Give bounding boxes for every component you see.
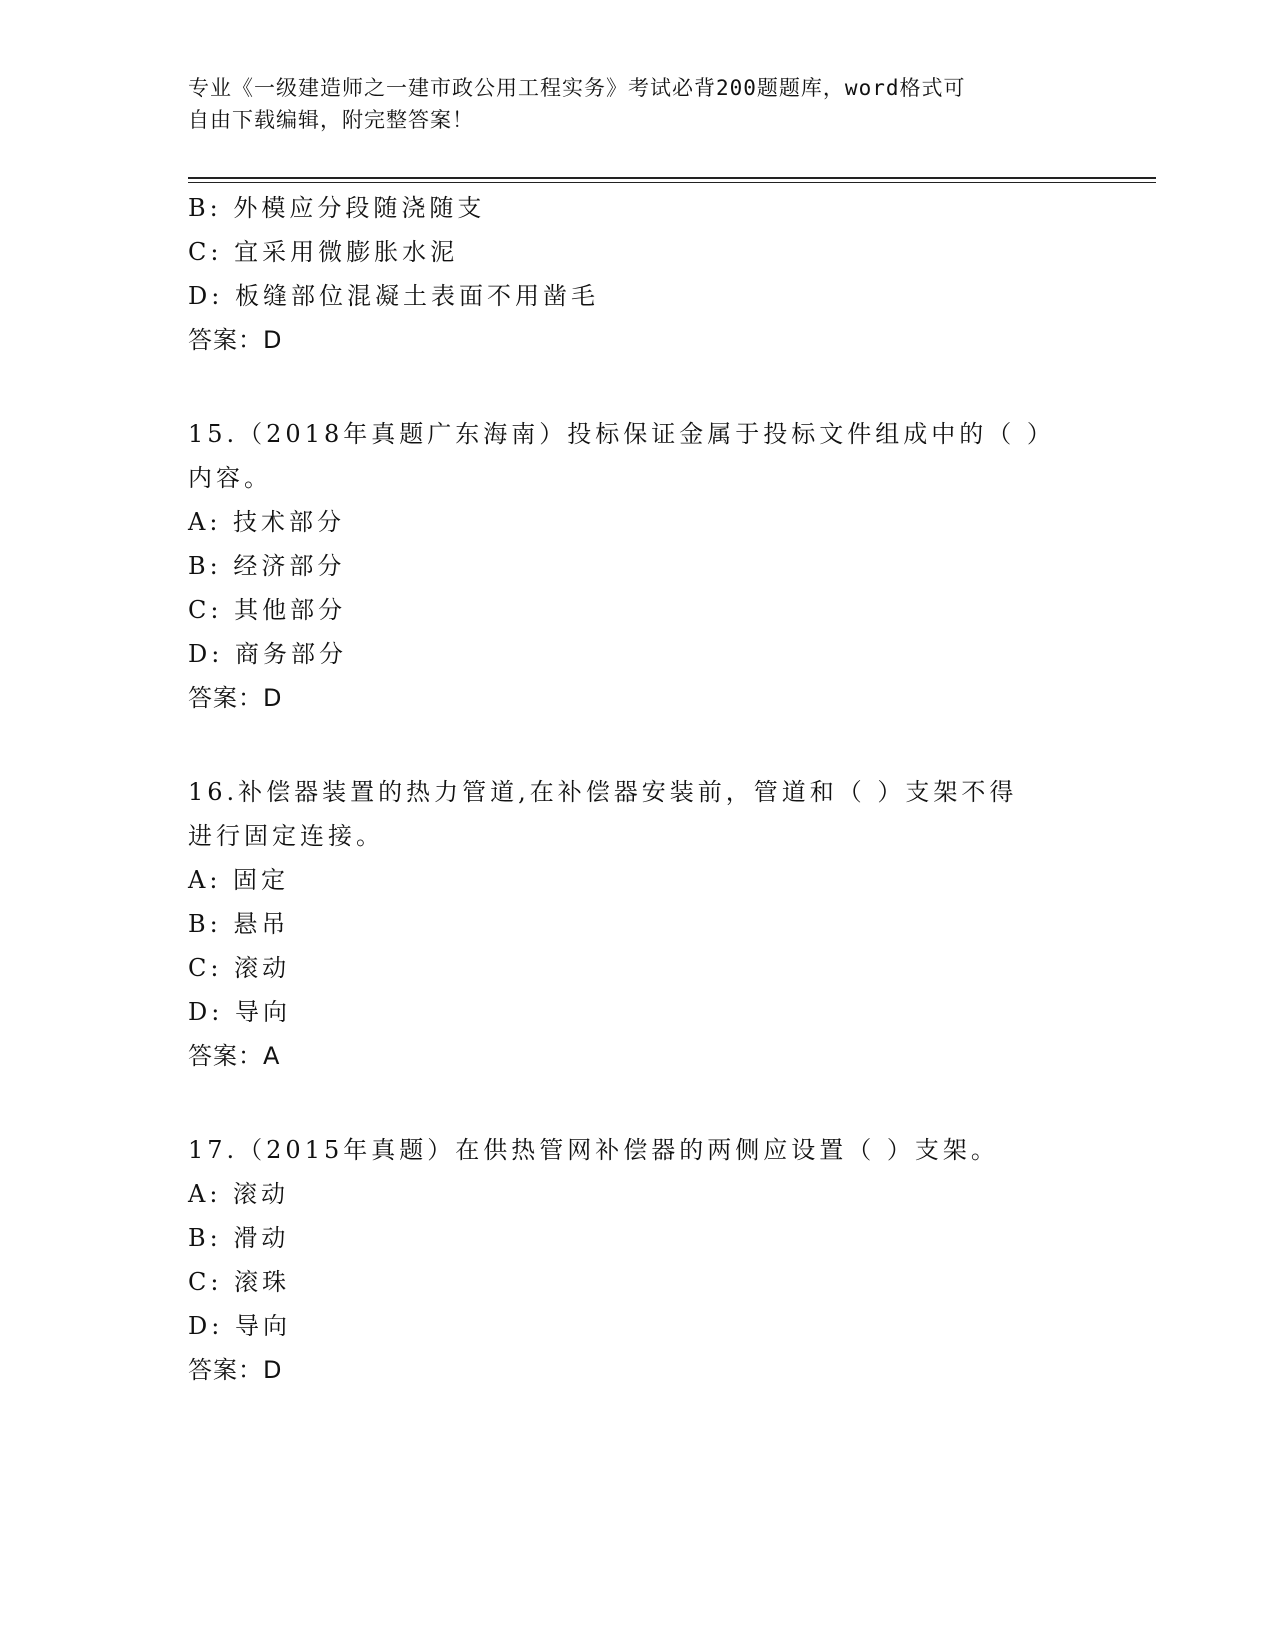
q15-option-c: C: 其他部分: [188, 596, 347, 624]
q16-answer: 答案：A: [188, 1042, 281, 1070]
q14-answer: 答案：D: [188, 326, 283, 354]
q15-stem-line-2: 内容。: [188, 464, 272, 492]
q15-option-b: B: 经济部分: [188, 552, 346, 580]
q17-option-c: C: 滚珠: [188, 1268, 291, 1296]
q15-answer: 答案：D: [188, 684, 283, 712]
q15-option-a: A: 技术部分: [188, 508, 346, 536]
document-header: [188, 72, 1068, 136]
q16-option-c: C: 滚动: [188, 954, 291, 982]
q16-option-d: D: 导向: [188, 998, 291, 1026]
header-rule-thick: [188, 177, 1156, 179]
q16-option-b: B: 悬吊: [188, 910, 290, 938]
q17-option-a: A: 滚动: [188, 1180, 290, 1208]
q14-option-d: D: 板缝部位混凝土表面不用凿毛: [188, 282, 599, 310]
q15-option-d: D: 商务部分: [188, 640, 347, 668]
header-rule-thin: [188, 182, 1156, 183]
q16-stem-line-2: 进行固定连接。: [188, 822, 384, 850]
q16-stem-line-1: 16.补偿器装置的热力管道,在补偿器安装前，管道和（ ）支架不得: [188, 778, 1018, 806]
q17-answer: 答案：D: [188, 1356, 283, 1384]
q14-option-b: B: 外模应分段随浇随支: [188, 194, 486, 222]
header-line-2: 自由下载编辑，附完整答案！: [188, 108, 474, 132]
header-line-1: 专业《一级建造师之一建市政公用工程实务》考试必背200题题库，word格式可: [188, 76, 966, 100]
q17-stem-line-1: 17.（2015年真题）在供热管网补偿器的两侧应设置（ ）支架。: [188, 1136, 999, 1164]
q17-option-d: D: 导向: [188, 1312, 291, 1340]
q15-stem-line-1: 15.（2018年真题广东海南）投标保证金属于投标文件组成中的（ ）: [188, 420, 1055, 448]
q17-option-b: B: 滑动: [188, 1224, 290, 1252]
q14-option-c: C: 宜采用微膨胀水泥: [188, 238, 459, 266]
q16-option-a: A: 固定: [188, 866, 290, 894]
